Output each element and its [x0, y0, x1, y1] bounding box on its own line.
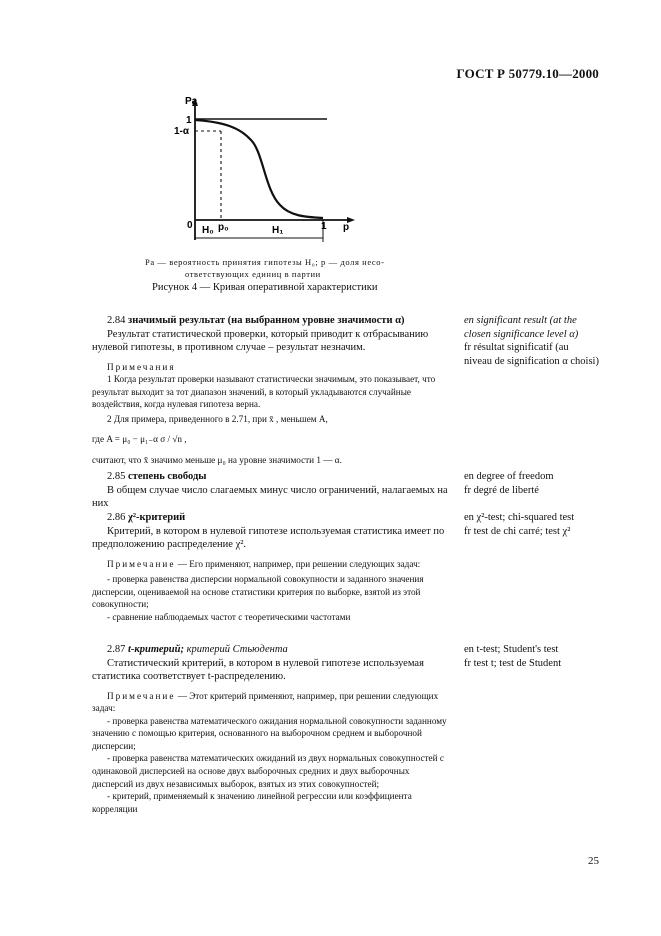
- h1-label: H₁: [272, 225, 284, 236]
- term: значимый результат (на выбранном уровне значимости α): [128, 315, 405, 326]
- translations-2-86: [464, 511, 599, 538]
- note-text: — Этот критерий применяют, например, при решении следующих задач:: [92, 690, 439, 714]
- definition: Статистический критерий, в котором в нулевой гипотезе используемая статистика соответствует t-распределению.: [92, 657, 424, 682]
- figure-note: [145, 256, 415, 280]
- note-item-2: - сравнение наблюдаемых частот с теоретическими частотами: [107, 611, 351, 622]
- p0-label: p₀: [218, 222, 229, 233]
- term: χ²-критерий: [128, 512, 186, 523]
- fr-term: fr test de chi carré; test χ²: [464, 525, 571, 537]
- en-term: en χ²-test; chi-squared test: [464, 512, 575, 523]
- one-minus-alpha-label: 1-α: [174, 126, 190, 137]
- note-2-end: считают, что x̄ значимо меньше μ₀ на уровне значимости 1 — α.: [92, 455, 342, 466]
- fr-term: fr test t; test de Student: [464, 657, 562, 669]
- definition: Результат статистической проверки, который приводит к отбрасыванию нулевой гипотезы, в противном случае – результат незначим.: [92, 328, 429, 353]
- notes-heading: Примечания: [107, 361, 176, 372]
- definition: Критерий, в котором в нулевой гипотезе используемая статистика имеет по предположению распределение χ².: [92, 525, 445, 550]
- entry-2-85: [92, 470, 452, 511]
- entry-2-84: [92, 314, 452, 467]
- note-heading: Примечание: [107, 690, 176, 701]
- fr-term: fr résultat significatif (au niveau de signification α choisi): [464, 342, 599, 367]
- translations-2-87: [464, 643, 599, 670]
- entry-number: 2.86: [107, 512, 126, 523]
- translations-2-84: [464, 314, 599, 368]
- term: степень свободы: [128, 471, 207, 482]
- note-item-3: - критерий, применяемый к значению линейной регрессии или коэффициента корреляции: [92, 791, 412, 814]
- note-2: 2 Для примера, приведенного в 2.71, при x̄ , меньшем A,: [107, 413, 328, 424]
- note-item-1: - проверка равенства дисперсии нормальной совокупности и заданного значения дисперсии, оцениваемой на основе статистики критерия по выборке, взятой из этой совокупности;: [92, 574, 424, 610]
- entry-number: 2.84: [107, 315, 126, 326]
- fr-term: fr degré de liberté: [464, 484, 539, 496]
- note-text: — Его применяют, например, при решении следующих задач:: [175, 558, 421, 569]
- note-item-2: - проверка равенства математических ожиданий из двух нормальных совокупностей с одинаковой дисперсией на основе двух выборочных средних и двух выборочных дисперсий из двух независимых выборок, взятых из этих совокупностей;: [92, 753, 444, 789]
- x-one-label: 1: [321, 221, 327, 232]
- oc-curve-figure: [165, 92, 365, 252]
- term-alt: критерий Стьюдента: [186, 644, 288, 655]
- en-term: en significant result (at the closen significance level α): [464, 315, 579, 340]
- note-item-1: - проверка равенства математического ожидания нормальной совокупности заданному значению с помощью критерия, основанного на выборочном среднем и выборочной дисперсии;: [92, 715, 447, 751]
- translations-2-85: [464, 470, 599, 497]
- document-id: ГОСТ Р 50779.10—2000: [456, 66, 599, 81]
- p-label: p: [343, 222, 350, 233]
- one-label: 1: [186, 115, 192, 126]
- note-1: 1 Когда результат проверки называют статистически значимым, это показывает, что результат выходит за тот диапазон значений, в который укладываются случайные воздействия, когда нулевая гипотеза верна.: [92, 374, 436, 410]
- en-term: en t-test; Student's test: [464, 644, 559, 655]
- figure-note-line2: ответствующих единиц в партии: [185, 269, 321, 279]
- zero-label: 0: [187, 220, 193, 231]
- entry-number: 2.85: [107, 471, 126, 482]
- definition: В общем случае число слагаемых минус число ограничений, налагаемых на них: [92, 484, 448, 509]
- formula: где A = μ₀ − μ₁₋α σ / √n ,: [92, 434, 187, 445]
- page-number: 25: [588, 855, 599, 867]
- h0-label: H₀: [202, 225, 214, 236]
- entry-2-86: [92, 511, 452, 623]
- term: t-критерий;: [128, 644, 184, 655]
- entry-number: 2.87: [107, 644, 126, 655]
- note-heading: Примечание: [107, 558, 176, 569]
- entry-2-87: [92, 643, 452, 815]
- pa-label: Pa: [185, 96, 198, 107]
- en-term: en degree of freedom: [464, 471, 554, 482]
- oc-curve: [195, 120, 323, 218]
- figure-caption: Рисунок 4 — Кривая оперативной характеристики: [152, 282, 378, 293]
- figure-note-line1: Pa — вероятность принятия гипотезы H₀; p — доля несо-: [145, 257, 385, 267]
